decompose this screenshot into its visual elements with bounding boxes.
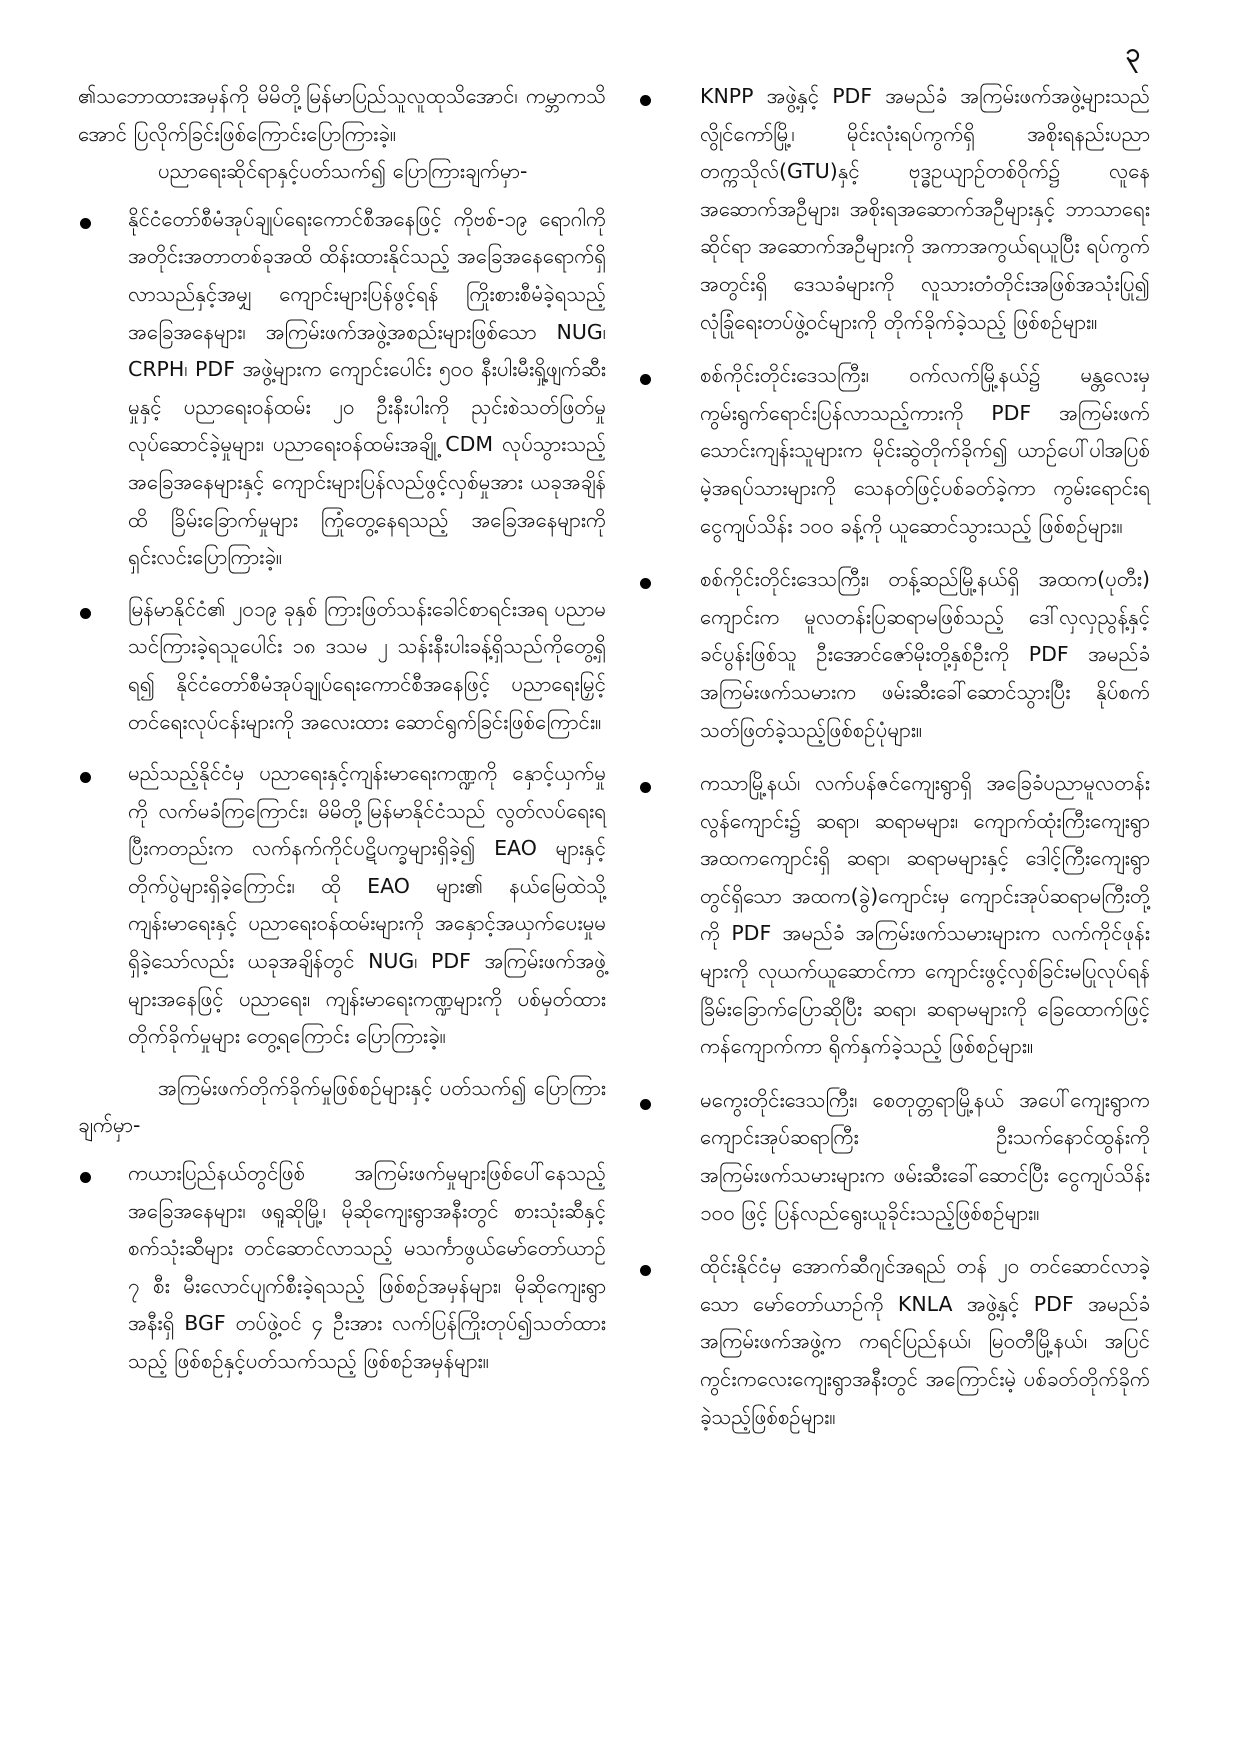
bullet-icon	[640, 578, 651, 589]
bullet-text: KNPP အဖွဲ့နှင့် PDF အမည်ခံ အကြမ်းဖက်အဖွဲ့များသည် လွိုင်ကော်မြို့၊ မိုင်းလုံးရပ်ကွက်ရှိ အစိုးရနည်းပညာတက္ကသိုလ်(GTU)နှင့် ဗုဒ္ဓဥယျာဉ်တစ်ဝိုက်၌ လူနေအဆောက်အဦများ၊ အစိုးရအဆောက်အဦများနှင့် ဘာသာရေးဆိုင်ရာ အဆောက်အဦများကို အကာအကွယ်ရယူပြီး ရပ်ကွက်အတွင်းရှိ ဒေသခံများကို လူသားတံတိုင်းအဖြစ်အသုံးပြု၍ လုံခြုံရေးတပ်ဖွဲ့ဝင်များကို တိုက်ခိုက်ခဲ့သည့် ဖြစ်စဉ်များ။	[700, 84, 1150, 334]
bullet-text: မည်သည့်နိုင်ငံမှ ပညာရေးနှင့်ကျန်းမာရေးကဏ္ဍကို နှောင့်ယှက်မှုကို လက်မခံကြကြောင်း၊ မိမိတို့မြန်မာနိုင်ငံသည် လွတ်လပ်ရေးရပြီးကတည်းက လက်နက်ကိုင်ပဋိပက္ခများရှိခဲ့၍ EAO များနှင့် တိုက်ပွဲများရှိခဲ့ကြောင်း၊ ထို EAO များ၏ နယ်မြေထဲသို့ ကျန်းမာရေးနှင့် ပညာရေးဝန်ထမ်းများကို အနှောင့်အယှက်ပေးမှုမရှိခဲ့သော်လည်း ယခုအချိန်တွင် NUG၊ PDF အကြမ်းဖက်အဖွဲ့များအနေဖြင့် ပညာရေး၊ ကျန်းမာရေးကဏ္ဍများကို ပစ်မှတ်ထားတိုက်ခိုက်မှုများ တွေ့ရကြောင်း ပြောကြားခဲ့။	[128, 761, 606, 1049]
bullet-icon	[640, 1099, 651, 1110]
bullet-icon	[640, 374, 651, 385]
right-column	[640, 78, 1150, 1452]
list-item	[78, 755, 606, 1056]
bullet-icon	[80, 608, 91, 619]
bullet-text: မြန်မာနိုင်ငံ၏ ၂၀၁၉ ခုနှစ် ကြားဖြတ်သန်းခေါင်စာရင်းအရ ပညာမသင်ကြားခဲ့ရသူပေါင်း ၁၈ ဒသမ ၂ သန်းနီးပါးခန့်ရှိသည်ကိုတွေ့ရှိရ၍ နိုင်ငံတော်စီမံအုပ်ချုပ်ရေးကောင်စီအနေဖြင့် ပညာရေးမြှင့်တင်ရေးလုပ်ငန်းများကို အလေးထား ဆောင်ရွက်ခြင်းဖြစ်ကြောင်း။	[128, 596, 606, 734]
page-number: ၃	[1125, 38, 1140, 68]
intro-continuation-paragraph: ၏သဘောထားအမှန်ကို မိမိတို့မြန်မာပြည်သူလူထုသိအောင်၊ ကမ္ဘာကသိအောင် ပြလိုက်ခြင်းဖြစ်ကြောင်းပြောကြားခဲ့။	[78, 84, 606, 146]
list-item	[640, 78, 1150, 341]
list-item	[78, 1155, 606, 1381]
list-item	[640, 1082, 1150, 1232]
bullet-text: ကသာမြို့နယ်၊ လက်ပန်ဇင်ကျေးရွာရှိ အခြေခံပညာမူလတန်းလွန်ကျောင်း၌ ဆရာ၊ ဆရာမများ၊ ကျောက်ထုံးကြီးကျေးရွာ အထကကျောင်းရှိ ဆရာ၊ ဆရာမများနှင့် ဒေါင့်ကြီးကျေးရွာတွင်ရှိသော အထက(ခွဲ)ကျောင်းမှ ကျောင်းအုပ်ဆရာမကြီးတို့ကို PDF အမည်ခံ အကြမ်းဖက်သမားများက လက်ကိုင်ဖုန်းများကို လုယက်ယူဆောင်ကာ ကျောင်းဖွင့်လှစ်ခြင်းမပြုလုပ်ရန် ခြိမ်းခြောက်ပြောဆိုပြီး ဆရာ၊ ဆရာမများကို ခြေထောက်ဖြင့် ကန်ကျောက်ကာ ရိုက်နှက်ခဲ့သည့် ဖြစ်စဉ်များ။	[700, 771, 1150, 1059]
bullet-icon	[640, 95, 651, 106]
list-item	[78, 591, 606, 741]
bullet-text: ကယားပြည်နယ်တွင်ဖြစ် အကြမ်းဖက်မှုများဖြစ်ပေါ်နေသည့်အခြေအနေများ၊ ဖရူဆိုမြို့၊ မိုဆိုကျေးရွာအနီးတွင် စားသုံးဆီနှင့် စက်သုံးဆီများ တင်ဆောင်လာသည့် မသင်္ကာဖွယ်မော်တော်ယာဉ် ၇ စီး မီးလောင်ပျက်စီးခဲ့ရသည့် ဖြစ်စဉ်အမှန်များ၊ မိုဆိုကျေးရွာအနီးရှိ BGF တပ်ဖွဲ့ဝင် ၄ ဦးအား လက်ပြန်ကြိုးတုပ်၍သတ်ထားသည့် ဖြစ်စဉ်နှင့်ပတ်သက်သည့် ဖြစ်စဉ်အမှန်များ။	[128, 1161, 606, 1373]
bullet-icon	[640, 1265, 651, 1276]
education-heading: ပညာရေးဆိုင်ရာနှင့်ပတ်သက်၍ ပြောကြားချက်မှာ-	[158, 159, 528, 184]
incident-bullet-list	[640, 78, 1150, 1436]
list-item	[640, 561, 1150, 749]
bullet-icon	[640, 782, 651, 793]
bullet-icon	[80, 1172, 91, 1183]
education-bullet-list	[78, 201, 606, 1056]
bullet-icon	[80, 772, 91, 783]
list-item	[640, 357, 1150, 545]
terror-bullet-list	[78, 1155, 606, 1381]
list-item	[640, 1248, 1150, 1436]
terror-heading: အကြမ်းဖက်တိုက်ခိုက်မှုဖြစ်စဉ်များနှင့် ပတ်သက်၍ ပြောကြားချက်မှာ-	[78, 1075, 606, 1138]
left-column	[78, 78, 606, 1395]
bullet-text: စစ်ကိုင်းတိုင်းဒေသကြီး၊ တန့်ဆည်မြို့နယ်ရှိ အထက(ပုတီး) ကျောင်းက မူလတန်းပြဆရာမဖြစ်သည့် ဒေါ်လှလှညွန့်နှင့် ခင်ပွန်းဖြစ်သူ ဦးအောင်ဇော်မိုးတို့နှစ်ဦးကို PDF အမည်ခံ အကြမ်းဖက်သမားက ဖမ်းဆီးခေါ်ဆောင်သွားပြီး နိုပ်စက်သတ်ဖြတ်ခဲ့သည့်ဖြစ်စဉ်ပုံများ။	[700, 567, 1150, 742]
list-item	[640, 765, 1150, 1066]
bullet-text: မကွေးတိုင်းဒေသကြီး၊ စေတုတ္တရာမြို့နယ် အပေါ်ကျေးရွာက ကျောင်းအုပ်ဆရာကြီး ဦးသက်နောင်ထွန်းကို အကြမ်းဖက်သမားများက ဖမ်းဆီးခေါ်ဆောင်ပြီး ငွေကျပ်သိန်း ၁၀၀ ဖြင့် ပြန်လည်ရွေးယူခိုင်းသည့်ဖြစ်စဉ်များ။	[700, 1087, 1150, 1225]
bullet-text: စစ်ကိုင်းတိုင်းဒေသကြီး၊ ဝက်လက်မြို့နယ်၌ မန္တလေးမှ ကွမ်းရွက်ရောင်းပြန်လာသည့်ကားကို PDF အကြမ်းဖက်သောင်းကျန်းသူများက မိုင်းဆွဲတိုက်ခိုက်၍ ယာဉ်ပေါ်ပါအပြစ်မဲ့အရပ်သားများကို သေနတ်ဖြင့်ပစ်ခတ်ခဲ့ကာ ကွမ်းရောင်းရ ငွေကျပ်သိန်း ၁၀၀ ခန့်ကို ယူဆောင်သွားသည့် ဖြစ်စဉ်များ။	[700, 363, 1150, 538]
list-item	[78, 201, 606, 577]
bullet-text: ထိုင်းနိုင်ငံမှ အောက်ဆီဂျင်အရည် တန် ၂၀ တင်ဆောင်လာခဲ့သော မော်တော်ယာဉ်ကို KNLA အဖွဲ့နှင့် PDF အမည်ခံအကြမ်းဖက်အဖွဲ့က ကရင်ပြည်နယ်၊ မြဝတီမြို့နယ်၊ အပြင်ကွင်းကလေးကျေးရွာအနီးတွင် အကြောင်းမဲ့ ပစ်ခတ်တိုက်ခိုက်ခဲ့သည့်ဖြစ်စဉ်များ။	[700, 1254, 1150, 1429]
bullet-text: နိုင်ငံတော်စီမံအုပ်ချုပ်ရေးကောင်စီအနေဖြင့် ကိုဗစ်-၁၉ ရောဂါကို အတိုင်းအတာတစ်ခုအထိ ထိန်းထားနိုင်သည့် အခြေအနေရောက်ရှိလာသည်နှင့်အမျှ ကျောင်းများပြန်ဖွင့်ရန် ကြိုးစားစီမံခဲ့ရသည့် အခြေအနေများ၊ အကြမ်းဖက်အဖွဲ့အစည်းများဖြစ်သော NUG၊ CRPH၊ PDF အဖွဲ့များက ကျောင်းပေါင်း ၅၀၀ နီးပါးမီးရှို့ဖျက်ဆီးမှုနှင့် ပညာရေးဝန်ထမ်း ၂၀ ဦးနီးပါးကို ညှင်းစဲသတ်ဖြတ်မှု လုပ်ဆောင်ခဲ့မှုများ၊ ပညာရေးဝန်ထမ်းအချို့ CDM လုပ်သွားသည့် အခြေအနေများနှင့် ကျောင်းများပြန်လည်ဖွင့်လှစ်မှုအား ယခုအချိန်ထိ ခြိမ်းခြောက်မှုများ ကြုံတွေ့နေရသည့် အခြေအနေများကို ရှင်းလင်းပြောကြားခဲ့။	[128, 206, 606, 570]
bullet-icon	[80, 218, 91, 229]
